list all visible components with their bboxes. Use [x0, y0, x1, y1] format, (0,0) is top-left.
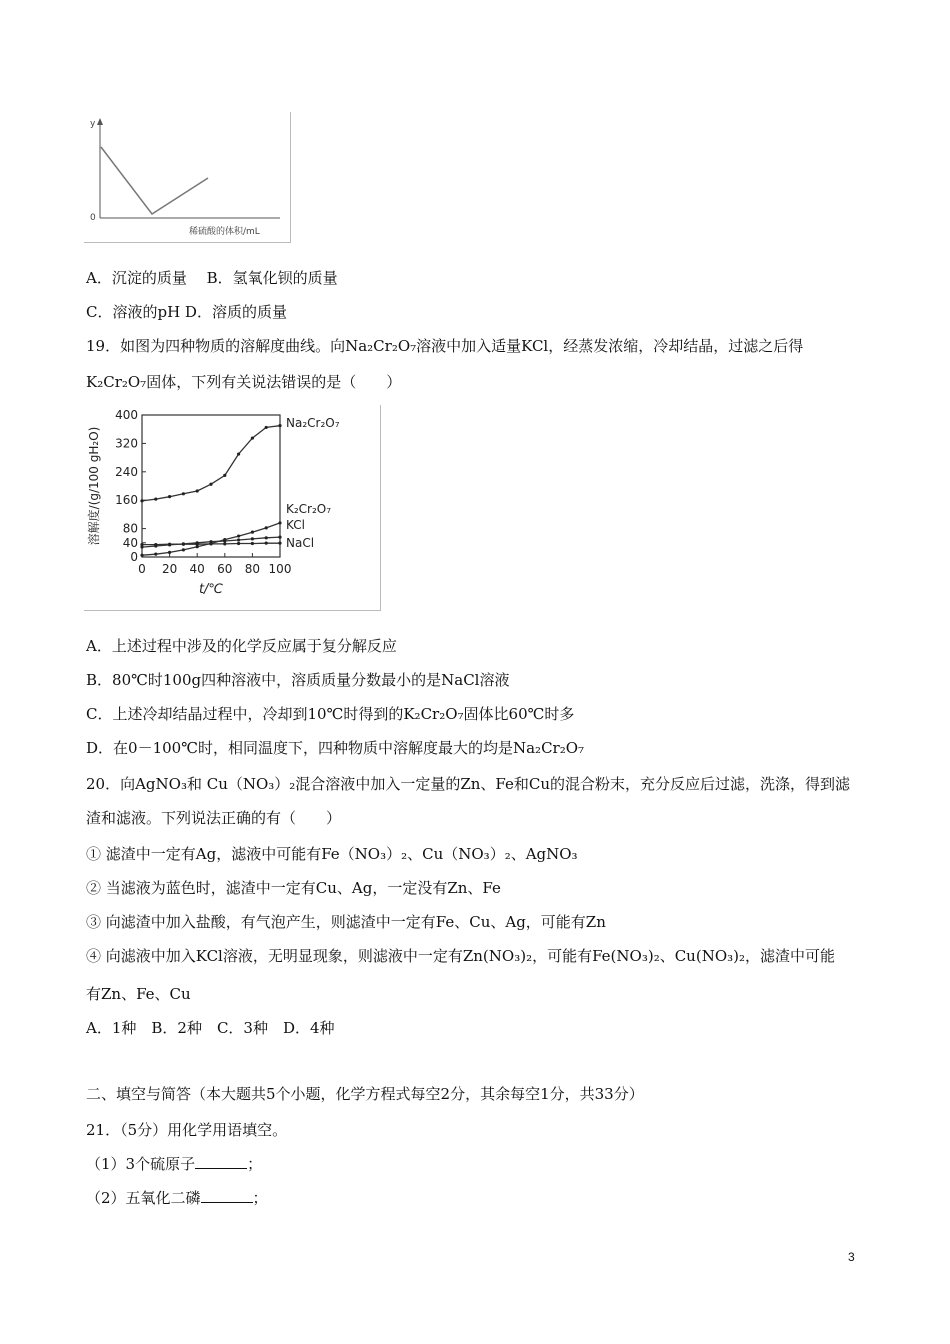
series-2-point-10: [278, 536, 281, 539]
q21-sub-2-text: （2）五氧化二磷: [86, 1189, 201, 1207]
series-0-point-9: [265, 426, 268, 429]
series-1-point-3: [182, 548, 185, 551]
x-tick-label-2: 40: [189, 562, 205, 576]
solubility-chart-svg: [84, 405, 380, 610]
q18-options-2: C．溶液的pH D．溶质的质量: [86, 303, 287, 321]
series-0-point-0: [140, 499, 143, 502]
q21-sub-2-semicolon: ；: [252, 1189, 268, 1207]
q19-stem-2: K₂Cr₂O₇固体，下列有关说法错误的是（ ）: [86, 373, 402, 391]
q20-item-4-1: ④ 向滤液中加入KCl溶液，无明显现象，则滤液中一定有Zn(NO₃)₂，可能有Fe(NO₃)₂、Cu(NO₃)₂，滤渣中可能: [86, 947, 835, 965]
series-3-point-6: [223, 542, 226, 545]
series-0-point-1: [154, 498, 157, 501]
series-label-0: Na₂Cr₂O₇: [286, 416, 340, 430]
y-axis-arrow: [97, 118, 103, 125]
q18-curve: [101, 147, 208, 214]
y-tick-label-0: 0: [130, 550, 138, 564]
q19-stem-1: 19．如图为四种物质的溶解度曲线。向Na₂Cr₂O₇溶液中加入适量KCl，经蒸发浓缩，冷却结晶，过滤之后得: [86, 337, 804, 355]
x-tick-label-1: 20: [161, 562, 178, 576]
y-tick-label-2: 80: [122, 521, 138, 536]
series-line-1: [142, 523, 280, 555]
series-label-3: NaCl: [286, 536, 315, 550]
q19-option-c: C．上述冷却结晶过程中，冷却到10℃时得到的K₂Cr₂O₇固体比60℃时多: [86, 705, 575, 723]
series-0-point-7: [237, 452, 240, 455]
x-tick-label-0: 0: [138, 562, 146, 576]
q21-sub-1-text: （1）3个硫原子: [86, 1155, 196, 1173]
q20-item-4-2: 有Zn、Fe、Cu: [86, 985, 191, 1003]
page-number: 3: [848, 1250, 855, 1264]
series-2-point-9: [265, 536, 268, 539]
q20-item-2: ② 当滤液为蓝色时，滤渣中一定有Cu、Ag，一定没有Zn、Fe: [86, 879, 501, 897]
series-2-point-8: [251, 537, 254, 540]
x-tick-label-4: 80: [244, 562, 261, 576]
y-tick-label-5: 320: [115, 436, 138, 451]
q19-option-b: B．80℃时100g四种溶液中，溶质质量分数最小的是NaCl溶液: [86, 671, 510, 689]
q21-sub-1-blank[interactable]: [195, 1154, 247, 1169]
q18-graph: [84, 112, 291, 243]
q18-graph-svg: [84, 112, 290, 242]
series-3-point-4: [196, 543, 199, 546]
series-label-2: KCl: [286, 518, 305, 532]
q20-item-1: ① 滤渣中一定有Ag，滤液中可能有Fe（NO₃）₂、Cu（NO₃）₂、AgNO₃: [86, 845, 578, 863]
series-0-point-8: [251, 436, 254, 439]
solubility-chart: [84, 405, 381, 611]
q20-item-3: ③ 向滤渣中加入盐酸，有气泡产生，则滤渣中一定有Fe、Cu、Ag，可能有Zn: [86, 913, 606, 931]
series-2-point-6: [223, 539, 226, 542]
x-axis-title: t/℃: [198, 582, 224, 597]
q18-options-1: A．沉淀的质量 B．氢氧化钡的质量: [86, 269, 338, 287]
series-1-point-8: [251, 531, 254, 534]
q21-stem: 21．（5分）用化学用语填空。: [86, 1121, 288, 1139]
origin-label: 0: [90, 213, 96, 223]
y-axis-label: y: [90, 119, 96, 129]
series-label-1: K₂Cr₂O₇: [286, 502, 332, 516]
series-3-point-7: [237, 542, 240, 545]
series-0-point-6: [223, 474, 226, 477]
y-tick-label-3: 160: [115, 493, 138, 508]
series-line-0: [142, 426, 280, 501]
q21-sub-2-blank[interactable]: [201, 1188, 253, 1203]
series-1-point-0: [140, 554, 143, 557]
q21-sub-1: [86, 1154, 262, 1174]
plot-frame: [142, 415, 280, 557]
section-2-heading: 二、填空与简答（本大题共5个小题，化学方程式每空2分，其余每空1分，共33分）: [86, 1085, 644, 1103]
series-1-point-2: [168, 551, 171, 554]
q19-option-d: D．在0－100℃时，相同温度下，四种物质中溶解度最大的均是Na₂Cr₂O₇: [86, 739, 585, 757]
q20-options: A．1种 B．2种 C．3种 D．4种: [86, 1019, 335, 1037]
q21-sub-2: [86, 1188, 268, 1208]
series-1-point-9: [265, 526, 268, 529]
series-1-point-7: [237, 534, 240, 537]
series-3-point-9: [265, 542, 268, 545]
series-0-point-5: [209, 483, 212, 486]
series-0-point-10: [278, 424, 281, 427]
series-2-point-7: [237, 538, 240, 541]
series-0-point-2: [168, 495, 171, 498]
series-3-point-8: [251, 542, 254, 545]
series-3-point-5: [209, 542, 212, 545]
x-tick-label-3: 60: [217, 562, 233, 576]
series-0-point-3: [182, 492, 185, 495]
x-tick-label-5: 100: [268, 562, 292, 576]
series-3-point-1: [154, 543, 157, 546]
series-3-point-3: [182, 543, 185, 546]
y-tick-label-1: 40: [122, 535, 138, 550]
series-3-point-10: [278, 542, 281, 545]
series-1-point-10: [278, 521, 281, 524]
series-3-point-0: [140, 543, 143, 546]
y-tick-label-4: 240: [115, 464, 138, 479]
q21-sub-1-semicolon: ；: [247, 1155, 263, 1173]
series-3-point-2: [168, 543, 171, 546]
q20-stem-1: 20．向AgNO₃和 Cu（NO₃）₂混合溶液中加入一定量的Zn、Fe和Cu的混合粉末，充分反应后过滤，洗涤，得到滤: [86, 775, 851, 793]
x-axis-label: 稀硫酸的体积/mL: [189, 227, 260, 237]
q19-option-a: A．上述过程中涉及的化学反应属于复分解反应: [86, 637, 397, 655]
q20-stem-2: 渣和滤液。下列说法正确的有（ ）: [86, 809, 342, 827]
y-axis-title: 溶解度/(g/100 gH₂O): [87, 426, 101, 546]
y-tick-label-6: 400: [115, 408, 138, 422]
series-1-point-1: [154, 553, 157, 556]
series-0-point-4: [196, 489, 199, 492]
